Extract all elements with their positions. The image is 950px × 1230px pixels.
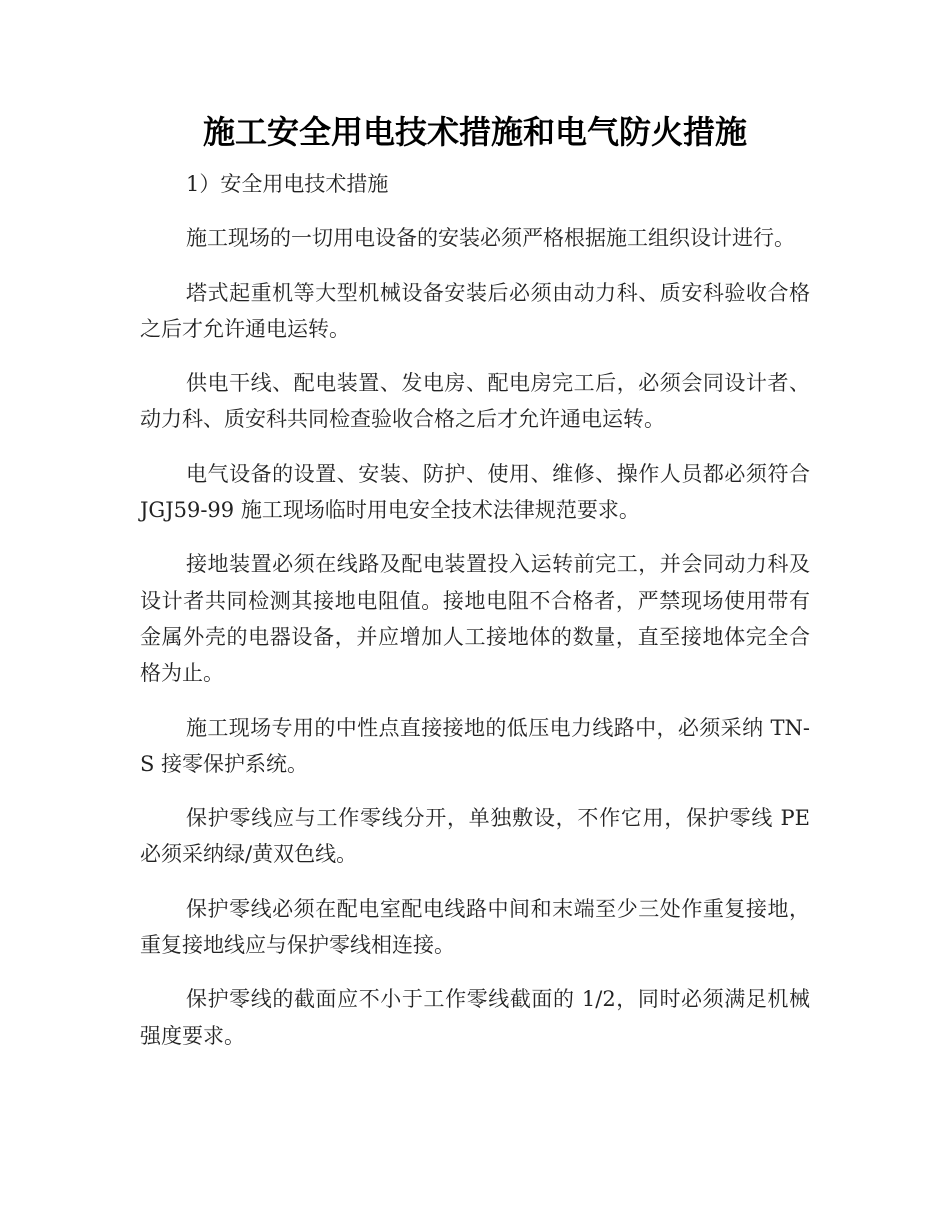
document-title: 施工安全用电技术措施和电气防火措施 <box>202 113 747 151</box>
section-heading: 1）安全用电技术措施 <box>186 172 389 196</box>
paragraph: 供电干线、配电装置、发电房、配电房完工后，必须会同设计者、动力科、质安科共同检查验收合格之后才允许通电运转。 <box>140 371 810 432</box>
paragraph: 保护零线应与工作零线分开，单独敷设，不作它用，保护零线 PE 必须采纳绿/黄双色线。 <box>140 806 810 867</box>
paragraph: 接地装置必须在线路及配电装置投入运转前完工，并会同动力科及设计者共同检测其接地电阻值。接地电阻不合格者，严禁现场使用带有金属外壳的电器设备，并应增加人工接地体的数量，直至接地体完全合格为止。 <box>140 552 810 686</box>
paragraph: 施工现场的一切用电设备的安装必须严格根据施工组织设计进行。 <box>186 226 795 251</box>
paragraph: 保护零线的截面应不小于工作零线截面的 1/2，同时必须满足机械强度要求。 <box>140 987 810 1048</box>
paragraph: 施工现场专用的中性点直接接地的低压电力线路中，必须采纳 TN-S 接零保护系统。 <box>140 715 810 776</box>
paragraph: 塔式起重机等大型机械设备安装后必须由动力科、质安科验收合格之后才允许通电运转。 <box>140 280 810 341</box>
paragraph: 电气设备的设置、安装、防护、使用、维修、操作人员都必须符合 JGJ59-99 施工现场临时用电安全技术法律规范要求。 <box>140 461 810 523</box>
paragraph: 保护零线必须在配电室配电线路中间和末端至少三处作重复接地，重复接地线应与保护零线相连接。 <box>140 896 810 958</box>
document-body <box>140 166 810 1072</box>
